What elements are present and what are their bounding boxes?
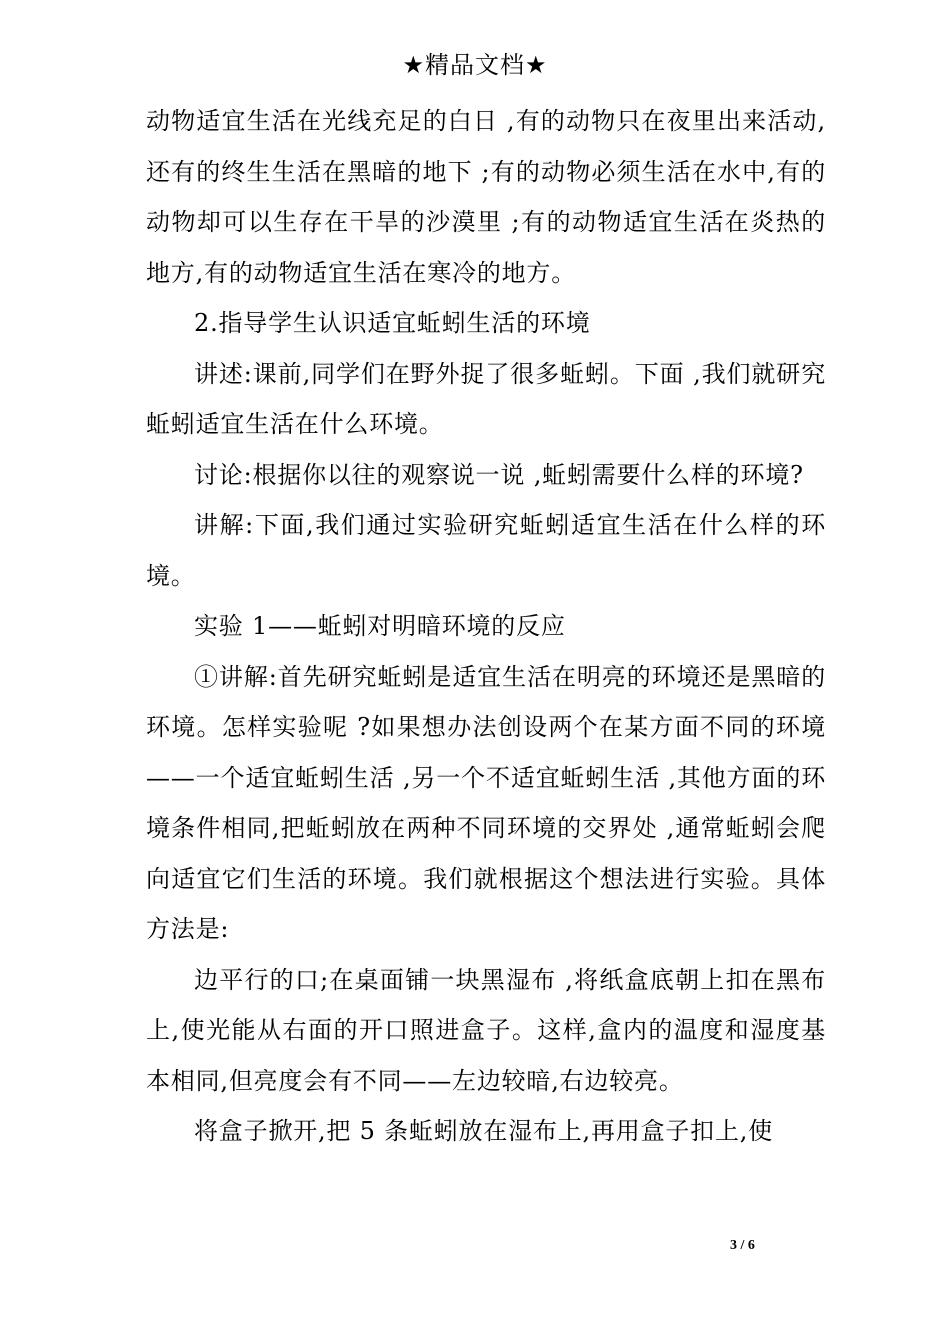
paragraph-setup: 边平行的口;在桌面铺一块黑湿布 ,将纸盒底朝上扣在黑布上,使光能从右面的开口照进盒子。这样,盒内的温度和湿度基本相同,但亮度会有不同——左边较暗,右边较亮。 [146,965,826,1095]
paragraph-explanation: 讲解:下面,我们通过实验研究蚯蚓适宜生活在什么样的环境。 [146,511,826,590]
section-heading: 2.指导学生认识适宜蚯蚓生活的环境 [194,309,591,337]
paragraph-experiment-explanation: ①讲解:首先研究蚯蚓是适宜生活在明亮的环境还是黑暗的环境。怎样实验呢 ?如果想办法创设两个在某方面不同的环境——一个适宜蚯蚓生活 ,另一个不适宜蚯蚓生活 ,其他方面的环境条件相同,把蚯蚓放在两种不同环境的交界处 ,通常蚯蚓会爬向适宜它们生活的环境。我们就根据这个想法进行实验。具体方法是: [146,662,826,943]
page-header-title: ★精品文档★ [402,51,548,79]
page-number: 3 / 6 [730,1238,755,1253]
paragraph-discussion: 讨论:根据你以往的观察说一说 ,蚯蚓需要什么样的环境? [194,460,804,489]
experiment-heading: 实验 1——蚯蚓对明暗环境的反应 [194,612,566,640]
paragraph-narration: 讲述:课前,同学们在野外捉了很多蚯蚓。下面 ,我们就研究蚯蚓适宜生活在什么环境。 [146,359,826,438]
paragraph-continuation: 动物适宜生活在光线充足的白日 ,有的动物只在夜里出来活动,还有的终生生活在黑暗的地下 ;有的动物必须生活在水中,有的动物却可以生存在干旱的沙漠里 ;有的动物适宜生活在炎热的地方,有的动物适宜生活在寒冷的地方。 [146,107,826,287]
paragraph-procedure: 将盒子掀开,把 5 条蚯蚓放在湿布上,再用盒子扣上,使 [194,1117,774,1145]
document-body [146,96,826,1157]
